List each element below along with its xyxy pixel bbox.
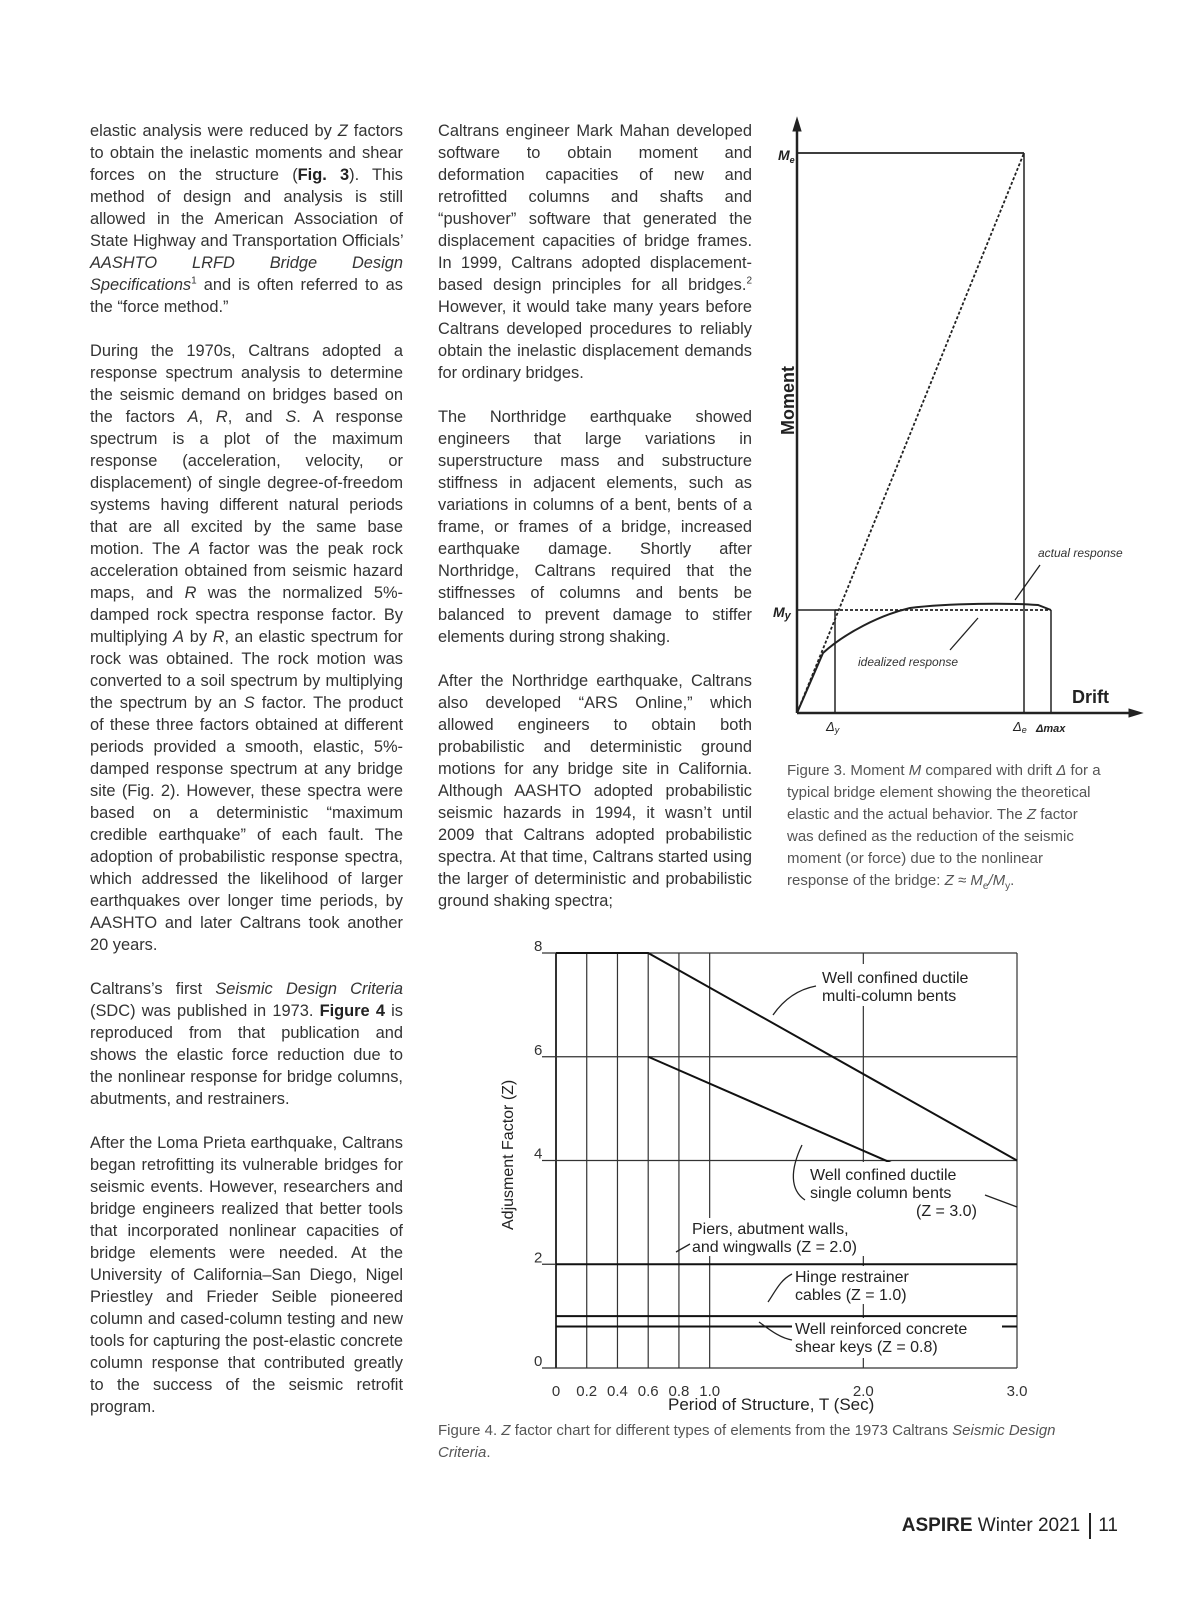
text-run: /M	[988, 872, 1006, 889]
text-run: compared with drift	[921, 762, 1057, 779]
footer-divider	[1089, 1513, 1091, 1539]
annotation-multi-1: Well confined ductile	[822, 970, 969, 987]
paragraph	[90, 1132, 403, 1418]
idealized-response-arrow	[950, 618, 978, 650]
paragraph	[90, 978, 403, 1110]
text-run: , an elastic spectrum for rock was obtained. The rock motion was converted to a soil spectrum by multiplying the spectrum by an	[90, 628, 403, 712]
x-tick-label: 2.0	[852, 1383, 874, 1400]
annotation-single-3: (Z = 3.0)	[916, 1203, 977, 1220]
y-axis-label: Moment	[778, 366, 798, 435]
x-tick-label: 1.0	[699, 1383, 721, 1400]
text-run: is reproduced from that publication and shows the elastic force reduction due to the nonlinear response for bridge columns, abutments, and restrainers.	[90, 1002, 403, 1108]
text-run: S	[285, 408, 297, 426]
arrow-single	[793, 1145, 805, 1200]
text-run: However, it would take many years before Caltrans developed procedures to reliably obtain the inelastic displacement demands for ordinary bridges.	[438, 298, 752, 382]
text-run: 2	[746, 275, 752, 287]
text-run: AASHTO LRFD Bridge Design Specifications	[90, 254, 403, 294]
annotation-hinge-1: Hinge restrainer	[795, 1269, 909, 1286]
text-run: ). This method of design and analysis is still allowed in the American Association of State Highway and Transportation Officials’	[90, 166, 404, 250]
text-run: After the Northridge earthquake, Caltrans also developed “ARS Online,” which allowed engineers to obtain both probabilistic and deterministic ground motions for any bridge site in California. Although AASHTO adopted probabilistic seismic hazards in 1994, it wasn’t until 2009 that Caltrans adopted probabilistic spectra. At that time, Caltrans started using the larger of deterministic and probabilistic ground shaking spectra;	[438, 672, 752, 910]
text-run: factor was the peak rock acceleration obtained from seismic hazard maps, and	[90, 540, 403, 602]
arrow-single-right	[985, 1195, 1017, 1207]
figure-4-caption	[438, 1420, 1098, 1464]
arrow-keys	[759, 1322, 792, 1340]
y-tick-label: 6	[534, 1041, 543, 1059]
text-run: After the Loma Prieta earthquake, Caltrans began retrofitting its vulnerable bridges for seismic events. However, researchers and bridge engineers realized that better tools that incorporated nonlinear capacities of bridge elements were needed. At the University of California–San Diego, Nigel Priestley and Frieder Seible pioneered column and cased-column testing and new tools for capturing the post-elastic concrete column response that contributed greatly to the success of the seismic retrofit program.	[90, 1134, 403, 1416]
annotation-piers-2: and wingwalls (Z = 2.0)	[692, 1239, 857, 1256]
x-tick-label: 3.0	[1006, 1383, 1028, 1400]
text-run: . A response spectrum is a plot of the maximum response (acceleration, velocity, or displacement) of single degree-of-freedom systems having different natural periods that are all excited by the same base motion. The	[90, 408, 403, 558]
annotation-piers-1: Piers, abutment walls,	[692, 1221, 849, 1238]
x-tick-label: 0.6	[637, 1383, 659, 1400]
x-axis-label: Drift	[1072, 687, 1109, 707]
text-run: Z	[501, 1422, 511, 1439]
text-run: A	[173, 628, 185, 646]
annotation-keys-1: Well reinforced concrete	[795, 1321, 968, 1338]
me-label: $M_e$	[778, 147, 795, 165]
text-run: 1	[191, 275, 197, 287]
text-run: The Northridge earthquake showed engineers that large variations in superstructure mass and substructure stiffness in adjacent elements, such as variations in columns of a bent, bents of a frame, or frames of a bridge, increased earthquake damage. Shortly after Northridge, Caltrans required that the stiffnesses of columns and bents be balanced to prevent damage to stiffer elements during strong shaking.	[438, 408, 752, 646]
text-run: factor chart for different types of elements from the 1973 Caltrans	[510, 1422, 953, 1439]
paragraph	[438, 406, 752, 648]
paragraph	[438, 120, 752, 384]
text-run: Figure 3. Moment	[787, 762, 909, 779]
text-run: ,	[198, 408, 216, 426]
arrow-multi	[773, 986, 816, 1015]
annotation-multi-2: multi-column bents	[822, 988, 957, 1005]
text-run: R	[215, 408, 228, 426]
text-run: M	[908, 762, 922, 779]
text-run: (SDC) was published in 1973.	[90, 1002, 320, 1020]
x-axis-arrow-icon	[1129, 709, 1142, 717]
chart-x-axis-label: Period of Structure, T (Sec)	[668, 1395, 875, 1414]
page-footer	[902, 1513, 1118, 1539]
text-run: R	[212, 628, 225, 646]
figure-3-caption	[787, 760, 1102, 892]
text-run: During the 1970s, Caltrans adopted a response spectrum analysis to determine the seismic demand on bridges based on the factors	[90, 342, 403, 426]
text-run: S	[243, 694, 255, 712]
text-run: Z	[337, 122, 348, 140]
paragraph	[90, 340, 403, 956]
y-axis-arrow-icon	[793, 118, 801, 131]
text-run: e	[982, 881, 989, 892]
paragraph	[90, 120, 403, 318]
article-column-2	[438, 120, 752, 934]
delta-y-label: Δy	[826, 719, 840, 735]
elastic-dashed-line	[797, 153, 1024, 713]
text-run: and is often referred to as the “force method.”	[90, 276, 403, 316]
y-tick-label: 4	[534, 1145, 543, 1163]
text-run: Δ	[1056, 762, 1067, 779]
annotation-hinge-2: cables (Z = 1.0)	[795, 1287, 907, 1304]
magazine-name: ASPIRE	[901, 1515, 973, 1537]
figure-4-z-factor-chart	[490, 930, 1050, 1420]
arrow-piers	[676, 1244, 690, 1252]
actual-response-label: actual response	[1038, 546, 1123, 560]
text-run: was the normalized 5%-damped rock spectra response factor. By multiplying	[90, 584, 403, 646]
figure-3-moment-drift-diagram	[770, 115, 1150, 755]
issue-label: Winter 2021	[972, 1515, 1081, 1537]
y-tick-label: 0	[534, 1353, 543, 1370]
text-run: Seismic Design Criteria	[215, 980, 403, 998]
my-label: My	[773, 604, 791, 622]
chart-y-axis-label: Adjusment Factor (Z)	[500, 1079, 517, 1230]
actual-response-arrow	[1015, 565, 1040, 600]
text-run: .	[1010, 872, 1015, 889]
annotation-keys-2: shear keys (Z = 0.8)	[795, 1339, 938, 1356]
page-number: 11	[1098, 1515, 1118, 1537]
text-run: Z ≈ M	[944, 872, 983, 889]
text-run: elastic analysis were reduced by	[90, 122, 338, 140]
x-tick-label: 0	[551, 1383, 561, 1400]
text-run: Figure 4.	[438, 1422, 502, 1439]
series-line-1	[648, 1057, 909, 1171]
text-run: by	[184, 628, 213, 646]
text-run: R	[184, 584, 197, 602]
y-tick-label: 2	[534, 1249, 543, 1267]
text-run: Caltrans engineer Mark Mahan developed software to obtain moment and deformation capacities of new and retrofitted columns and shafts and “pushover” software that generated the displacement capacities of bridge frames. In 1999, Caltrans adopted displacement-based design principles for all bridges.	[438, 122, 752, 294]
paragraph	[438, 670, 752, 912]
text-run: , and	[227, 408, 286, 426]
article-column-1	[90, 120, 403, 1440]
idealized-response-label: idealized response	[858, 655, 959, 669]
delta-e-label: Δe	[1013, 719, 1027, 735]
annotation-single-2: single column bents	[810, 1185, 952, 1202]
text-run: factors to obtain the inelastic moments and shear forces on the structure (	[90, 122, 403, 184]
text-run: Z	[1026, 806, 1037, 823]
text-run: Figure 4	[319, 1002, 385, 1020]
text-run: factor was defined as the reduction of the seismic moment (or force) due to the nonlinear response of the bridge:	[787, 806, 1078, 889]
text-run: A	[187, 408, 199, 426]
text-run: .	[486, 1444, 491, 1461]
text-run: factor. The product of these three factors obtained at different periods provided a smooth, elastic, 5%-damped response spectrum at any bridge site (Fig. 2). However, these spectra were based on a deterministic “maximum credible earthquake” of each fault. The adoption of probabilistic response spectra, which addressed the likelihood of larger earthquakes over longer time periods, by AASHTO and later Caltrans took another 20 years.	[90, 694, 404, 954]
text-run: A	[189, 540, 201, 558]
text-run: Fig. 3	[297, 166, 350, 184]
delta-max-label: Δmax	[1036, 723, 1066, 735]
x-tick-label: 0.4	[607, 1383, 628, 1400]
x-tick-label: 0.2	[576, 1383, 598, 1400]
arrow-hinge	[768, 1274, 792, 1302]
text-run: Caltrans’s first	[90, 980, 216, 998]
text-run: Seismic Design Criteria	[438, 1422, 1056, 1461]
text-run: for a typical bridge element showing the theoretical elastic and the actual behavior. The	[787, 762, 1101, 823]
text-run: y	[1005, 881, 1011, 892]
x-tick-label: 0.8	[668, 1383, 690, 1400]
y-tick-label: 8	[534, 938, 543, 955]
annotation-single-1: Well confined ductile	[810, 1167, 957, 1184]
